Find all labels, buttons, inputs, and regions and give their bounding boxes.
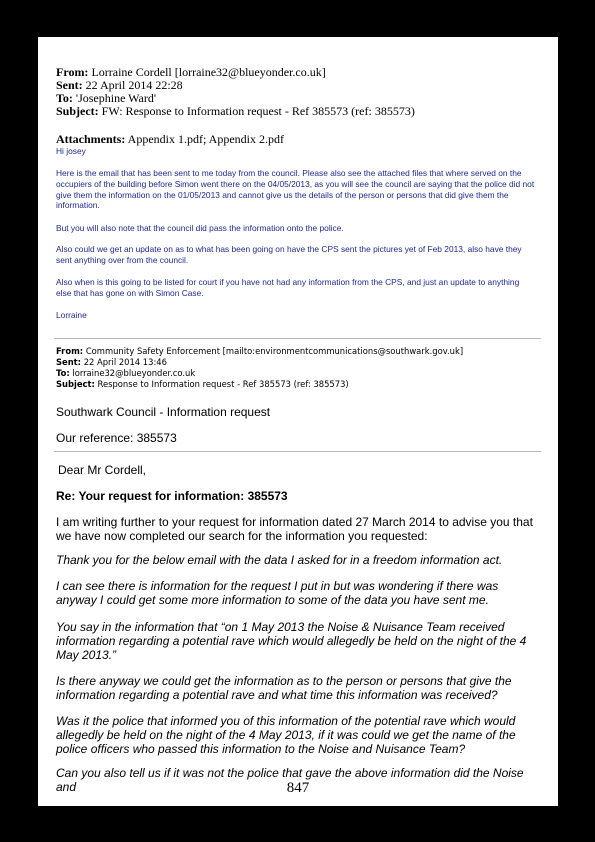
email-greeting: Hi josey	[56, 146, 86, 156]
header-to: To: 'Josephine Ward'	[56, 91, 157, 105]
salutation: Dear Mr Cordell,	[58, 463, 147, 477]
forwarded-to: To: lorraine32@blueyonder.co.uk	[56, 368, 196, 378]
org-line: Southwark Council - Information request	[56, 405, 271, 419]
header-sent: Sent: 22 April 2014 22:28	[56, 78, 183, 92]
page-number: 847	[286, 780, 310, 796]
forwarded-sent: Sent: 22 April 2014 13:46	[56, 357, 167, 367]
email-paragraph-3: Also could we get an update on as to what has been going on have the CPS sent the pictures yet of Feb 2013, also have they sent anything over from the council.	[56, 244, 522, 265]
forwarded-from: From: Community Safety Enforcement [mailto:environmentcommunications@southwark.gov.uk]	[56, 346, 464, 356]
header-attachments: Attachments: Appendix 1.pdf; Appendix 2.pdf	[56, 132, 284, 146]
quoted-paragraph-2: I can see there is information for the request I put in but was wondering if there was anyway I could get some more information to some of the data you have sent me.	[56, 579, 499, 608]
document-page	[38, 37, 558, 806]
quoted-paragraph-4: Is there anyway we could get the information as to the person or persons that give the information regarding a potential rave and what time this information was received?	[56, 674, 512, 703]
divider	[54, 451, 541, 452]
header-subject: Subject: FW: Response to Information request - Ref 385573 (ref: 385573)	[56, 104, 415, 118]
reference-line: Our reference: 385573	[56, 431, 177, 445]
email-paragraph-1: Here is the email that has been sent to me today from the council. Please also see the attached files that where served on the occupiers of the building before Simon went there on the 04/05/2013, as you will see the council are saying that the police did not give them the information on the 01/05/2013 and cannot give us the details of the person or persons that did give them the information.	[56, 168, 535, 211]
letter-intro: I am writing further to your request for information dated 27 March 2014 to advise you that we have now completed our search for the information you requested:	[56, 515, 533, 544]
email-paragraph-4: Also when is this going to be listed for court if you have not had any information from the CPS, and just an update to anything else that has gone on with Simon Case.	[56, 277, 520, 298]
forwarded-subject: Subject: Response to Information request - Ref 385573 (ref: 385573)	[56, 379, 349, 389]
header-from: From: Lorraine Cordell [lorraine32@blueyonder.co.uk]	[56, 65, 326, 79]
divider	[54, 338, 541, 339]
quoted-paragraph-3: You say in the information that “on 1 May 2013 the Noise & Nuisance Team received information regarding a potential rave which would allegedly be held on the night of the 4 May 2013.”	[56, 620, 527, 663]
email-paragraph-2: But you will also note that the council did pass the information onto the police.	[56, 223, 344, 233]
re-line: Re: Your request for information: 385573	[56, 489, 288, 503]
email-signature: Lorraine	[56, 310, 87, 320]
quoted-paragraph-1: Thank you for the below email with the data I asked for in a freedom information act.	[56, 553, 503, 567]
quoted-paragraph-5: Was it the police that informed you of this information of the potential rave which would allegedly be held on the night of the 4 May 2013, if it was could we get the name of the police officers who passed this information to the Noise and Nuisance Team?	[56, 714, 516, 757]
quoted-paragraph-6: Can you also tell us if it was not the police that gave the above information did the Noise and	[56, 766, 524, 795]
